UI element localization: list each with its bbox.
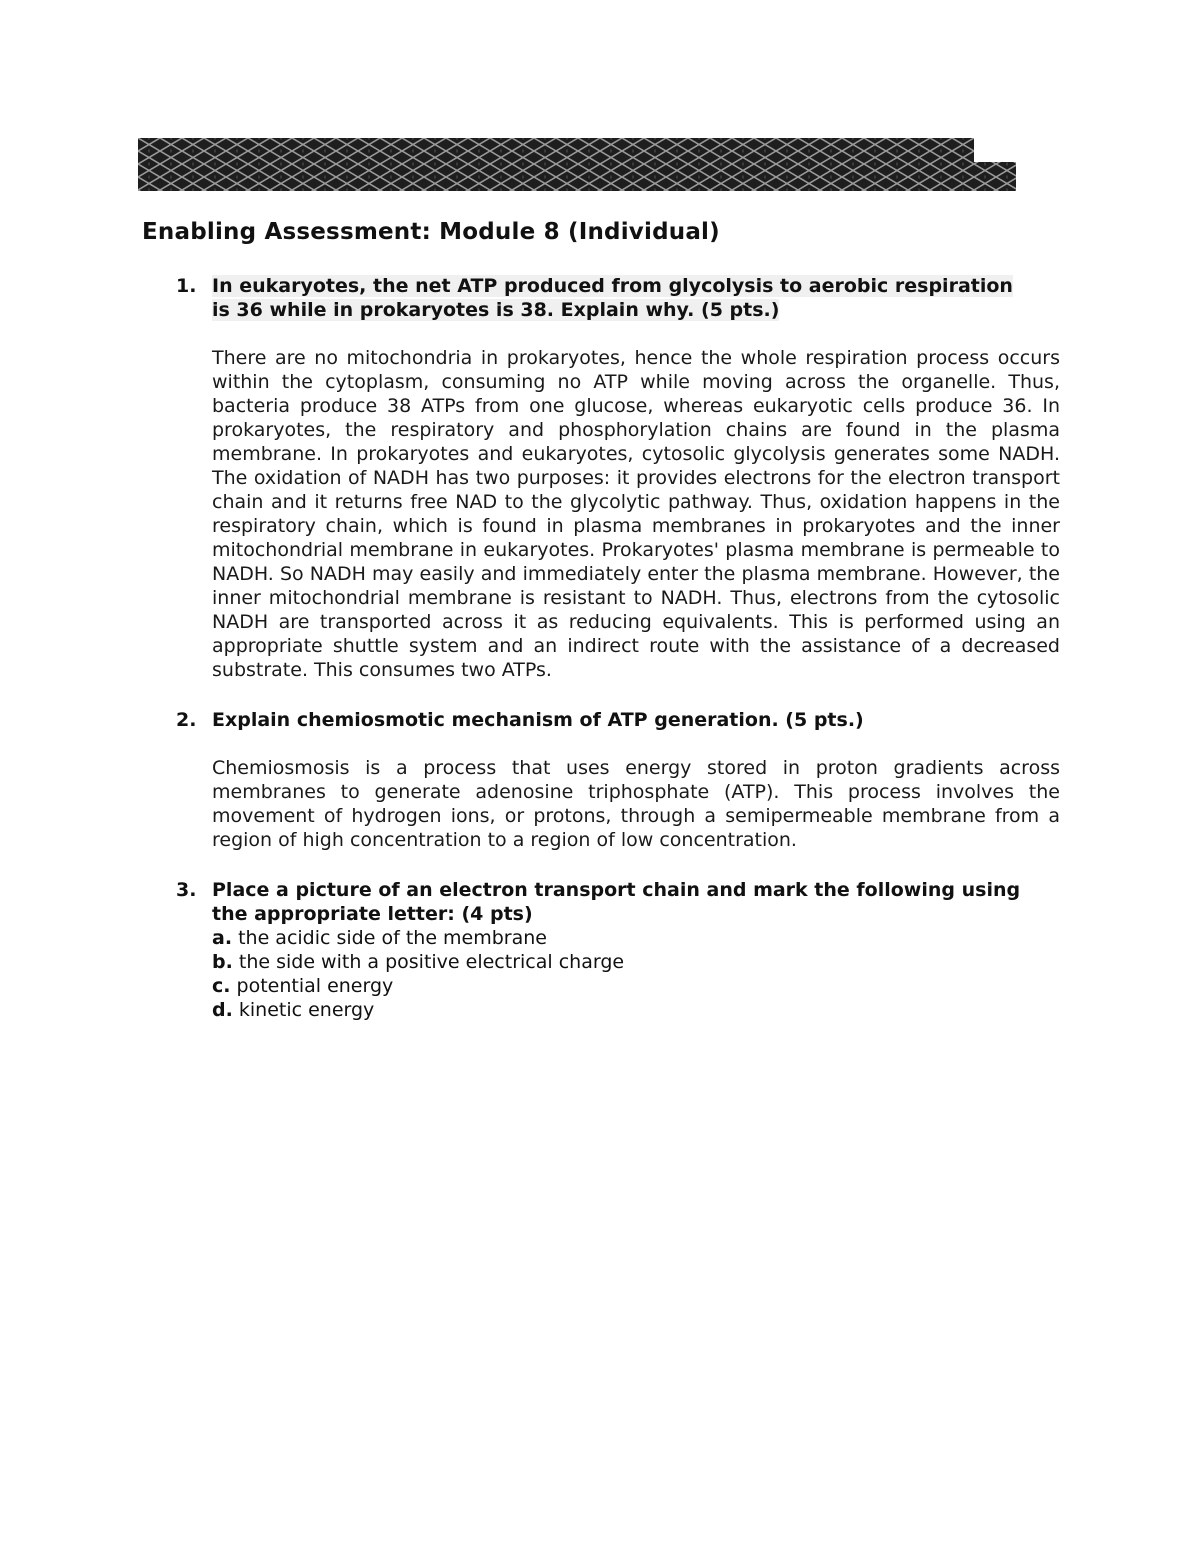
document-title: Enabling Assessment: Module 8 (Individual)	[142, 219, 720, 245]
item-letter: a.	[212, 927, 233, 949]
list-item	[212, 950, 1060, 974]
question-prompt-line: Place a picture of an electron transport chain and mark the following using	[212, 879, 1021, 901]
answer-paragraph: Chemiosmosis is a process that uses energy stored in proton gradients across membranes to generate adenosine triphosphate (ATP). This process involves the movement of hydrogen ions, or protons, through a semipermeable membrane from a region of high concentration to a region of low concentration.	[212, 757, 1060, 851]
item-text: potential energy	[230, 975, 394, 997]
item-letter: c.	[212, 975, 231, 997]
question-prompt-line: the appropriate letter: (4 pts)	[212, 903, 533, 925]
list-item	[212, 998, 1060, 1022]
decorative-header-banner	[138, 138, 1016, 191]
item-text: the side with a positive electrical charge	[232, 951, 625, 973]
question-number: 3.	[176, 879, 197, 901]
question-number: 2.	[176, 709, 197, 731]
question-item	[142, 274, 1060, 682]
list-item	[212, 926, 1060, 950]
question-prompt-line: In eukaryotes, the net ATP produced from glycolysis to aerobic respiration	[212, 275, 1013, 297]
question-list	[142, 274, 1060, 1022]
question-item	[142, 708, 1060, 852]
marking-items-list	[212, 926, 1060, 1022]
question-prompt-line: is 36 while in prokaryotes is 38. Explain why. (5 pts.)	[212, 299, 780, 321]
question-number: 1.	[176, 275, 197, 297]
item-text: kinetic energy	[232, 999, 375, 1021]
answer-paragraph: There are no mitochondria in prokaryotes, hence the whole respiration process occurs within the cytoplasm, consuming no ATP while moving across the organelle. Thus, bacteria produce 38 ATPs from one glucose, whereas eukaryotic cells produce 36. In prokaryotes, the respiratory and phosphorylation chains are found in the plasma membrane. In prokaryotes and eukaryotes, cytosolic glycolysis generates some NADH. The oxidation of NADH has two purposes: it provides electrons for the electron transport chain and it returns free NAD to the glycolytic pathway. Thus, oxidation happens in the respiratory chain, which is found in plasma membranes in prokaryotes and the inner mitochondrial membrane in eukaryotes. Prokaryotes' plasma membrane is permeable to NADH. So NADH may easily and immediately enter the plasma membrane. However, the inner mitochondrial membrane is resistant to NADH. Thus, electrons from the cytosolic NADH are transported across it as reducing equivalents. This is performed using an appropriate shuttle system and an indirect route with the assistance of a decreased substrate. This consumes two ATPs.	[212, 347, 1060, 681]
item-letter: d.	[212, 999, 233, 1021]
question-prompt	[212, 878, 1060, 926]
question-prompt	[212, 274, 1060, 322]
question-prompt: Explain chemiosmotic mechanism of ATP generation. (5 pts.)	[212, 709, 864, 731]
item-letter: b.	[212, 951, 233, 973]
item-text: the acidic side of the membrane	[232, 927, 547, 949]
question-item	[142, 878, 1060, 1022]
list-item	[212, 974, 1060, 998]
